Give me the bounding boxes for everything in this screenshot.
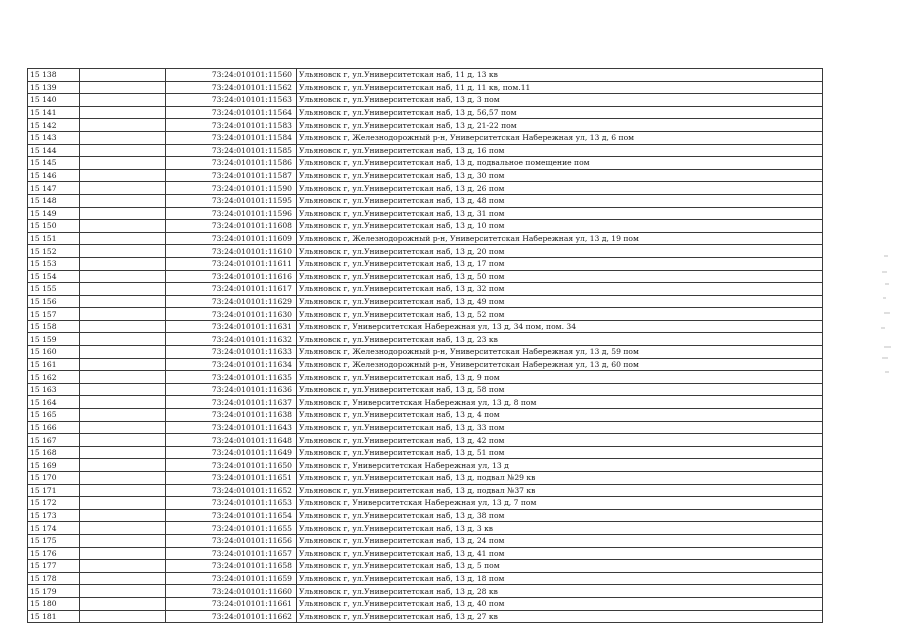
row-number-cell: 15 143 [28, 131, 80, 144]
row-number-cell: 15 173 [28, 509, 80, 522]
cadastral-number-cell: 73:24:010101:11629 [166, 295, 297, 308]
row-number-cell: 15 174 [28, 522, 80, 535]
table-row [28, 597, 823, 610]
cadastral-number-cell: 73:24:010101:11595 [166, 194, 297, 207]
empty-cell [80, 446, 166, 459]
table-row [28, 383, 823, 396]
table-row [28, 509, 823, 522]
address-cell: Ульяновск г, ул.Университетская наб, 13 д, 23 кв [297, 333, 823, 346]
row-number-cell: 15 145 [28, 157, 80, 170]
table-row [28, 560, 823, 573]
address-cell: Ульяновск г, Университетская Набережная ул, 13 д, 7 пом [297, 497, 823, 510]
cadastral-number-cell: 73:24:010101:11661 [166, 597, 297, 610]
empty-cell [80, 106, 166, 119]
row-number-cell: 15 158 [28, 320, 80, 333]
cadastral-number-cell: 73:24:010101:11656 [166, 534, 297, 547]
address-cell: Ульяновск г, ул.Университетская наб, 13 д, 31 пом [297, 207, 823, 220]
cadastral-number-cell: 73:24:010101:11660 [166, 585, 297, 598]
table-row [28, 572, 823, 585]
row-number-cell: 15 166 [28, 421, 80, 434]
empty-cell [80, 522, 166, 535]
row-number-cell: 15 142 [28, 119, 80, 132]
cadastral-number-cell: 73:24:010101:11610 [166, 245, 297, 258]
cadastral-number-cell: 73:24:010101:11653 [166, 497, 297, 510]
table-row [28, 547, 823, 560]
empty-cell [80, 383, 166, 396]
table-row [28, 283, 823, 296]
row-number-cell: 15 153 [28, 257, 80, 270]
table-row [28, 69, 823, 82]
cadastral-number-cell: 73:24:010101:11643 [166, 421, 297, 434]
empty-cell [80, 472, 166, 485]
cadastral-number-cell: 73:24:010101:11649 [166, 446, 297, 459]
empty-cell [80, 534, 166, 547]
empty-cell [80, 81, 166, 94]
empty-cell [80, 459, 166, 472]
table-row [28, 131, 823, 144]
empty-cell [80, 308, 166, 321]
cadastral-number-cell: 73:24:010101:11616 [166, 270, 297, 283]
cadastral-number-cell: 73:24:010101:11637 [166, 396, 297, 409]
row-number-cell: 15 180 [28, 597, 80, 610]
table-row [28, 157, 823, 170]
table-row [28, 522, 823, 535]
address-cell: Ульяновск г, ул.Университетская наб, 13 д, подвальное помещение пом [297, 157, 823, 170]
address-cell: Ульяновск г, ул.Университетская наб, 13 д, 40 пом [297, 597, 823, 610]
cadastral-number-cell: 73:24:010101:11617 [166, 283, 297, 296]
empty-cell [80, 257, 166, 270]
row-number-cell: 15 139 [28, 81, 80, 94]
row-number-cell: 15 148 [28, 194, 80, 207]
cadastral-number-cell: 73:24:010101:11638 [166, 409, 297, 422]
empty-cell [80, 421, 166, 434]
cadastral-number-cell: 73:24:010101:11631 [166, 320, 297, 333]
cadastral-number-cell: 73:24:010101:11633 [166, 346, 297, 359]
row-number-cell: 15 164 [28, 396, 80, 409]
table-row [28, 472, 823, 485]
cadastral-number-cell: 73:24:010101:11659 [166, 572, 297, 585]
row-number-cell: 15 160 [28, 346, 80, 359]
empty-cell [80, 497, 166, 510]
row-number-cell: 15 169 [28, 459, 80, 472]
cadastral-number-cell: 73:24:010101:11562 [166, 81, 297, 94]
row-number-cell: 15 162 [28, 371, 80, 384]
empty-cell [80, 333, 166, 346]
table-row [28, 610, 823, 623]
address-cell: Ульяновск г, ул.Университетская наб, 13 д, 3 пом [297, 94, 823, 107]
address-cell: Ульяновск г, ул.Университетская наб, 13 д, 52 пом [297, 308, 823, 321]
row-number-cell: 15 149 [28, 207, 80, 220]
row-number-cell: 15 154 [28, 270, 80, 283]
table-row [28, 459, 823, 472]
row-number-cell: 15 157 [28, 308, 80, 321]
row-number-cell: 15 156 [28, 295, 80, 308]
cadastral-number-cell: 73:24:010101:11651 [166, 472, 297, 485]
address-cell: Ульяновск г, ул.Университетская наб, 13 д, 10 пом [297, 220, 823, 233]
table-row [28, 119, 823, 132]
cadastral-number-cell: 73:24:010101:11585 [166, 144, 297, 157]
empty-cell [80, 547, 166, 560]
cadastral-number-cell: 73:24:010101:11632 [166, 333, 297, 346]
cadastral-number-cell: 73:24:010101:11560 [166, 69, 297, 82]
table-row [28, 409, 823, 422]
cadastral-number-cell: 73:24:010101:11587 [166, 169, 297, 182]
empty-cell [80, 270, 166, 283]
cadastral-number-cell: 73:24:010101:11654 [166, 509, 297, 522]
empty-cell [80, 509, 166, 522]
table-row [28, 333, 823, 346]
row-number-cell: 15 161 [28, 358, 80, 371]
row-number-cell: 15 176 [28, 547, 80, 560]
cadastral-number-cell: 73:24:010101:11584 [166, 131, 297, 144]
table-row [28, 194, 823, 207]
address-cell: Ульяновск г, ул.Университетская наб, 13 д, 27 кв [297, 610, 823, 623]
table-row [28, 421, 823, 434]
cadastral-number-cell: 73:24:010101:11658 [166, 560, 297, 573]
table-body [28, 69, 823, 623]
address-cell: Ульяновск г, ул.Университетская наб, 13 д, 5 пом [297, 560, 823, 573]
address-cell: Ульяновск г, ул.Университетская наб, 13 д, подвал №29 кв [297, 472, 823, 485]
empty-cell [80, 320, 166, 333]
address-cell: Ульяновск г, ул.Университетская наб, 13 д, 50 пом [297, 270, 823, 283]
empty-cell [80, 409, 166, 422]
empty-cell [80, 245, 166, 258]
row-number-cell: 15 159 [28, 333, 80, 346]
cadastral-number-cell: 73:24:010101:11586 [166, 157, 297, 170]
table-row [28, 257, 823, 270]
table-row [28, 371, 823, 384]
table-row [28, 245, 823, 258]
row-number-cell: 15 168 [28, 446, 80, 459]
empty-cell [80, 157, 166, 170]
row-number-cell: 15 140 [28, 94, 80, 107]
cadastral-number-cell: 73:24:010101:11650 [166, 459, 297, 472]
cadastral-number-cell: 73:24:010101:11662 [166, 610, 297, 623]
address-cell: Ульяновск г, Университетская Набережная ул, 13 д, 34 пом, пом. 34 [297, 320, 823, 333]
empty-cell [80, 346, 166, 359]
cadastral-number-cell: 73:24:010101:11564 [166, 106, 297, 119]
cadastral-number-cell: 73:24:010101:11657 [166, 547, 297, 560]
cadastral-number-cell: 73:24:010101:11636 [166, 383, 297, 396]
table-row [28, 320, 823, 333]
row-number-cell: 15 146 [28, 169, 80, 182]
cadastral-number-cell: 73:24:010101:11630 [166, 308, 297, 321]
address-cell: Ульяновск г, ул.Университетская наб, 13 д, 30 пом [297, 169, 823, 182]
cadastral-number-cell: 73:24:010101:11596 [166, 207, 297, 220]
empty-cell [80, 283, 166, 296]
address-cell: Ульяновск г, ул.Университетская наб, 13 д, 20 пом [297, 245, 823, 258]
table-row [28, 358, 823, 371]
cadastral-number-cell: 73:24:010101:11608 [166, 220, 297, 233]
cadastral-number-cell: 73:24:010101:11652 [166, 484, 297, 497]
row-number-cell: 15 163 [28, 383, 80, 396]
row-number-cell: 15 152 [28, 245, 80, 258]
empty-cell [80, 597, 166, 610]
row-number-cell: 15 178 [28, 572, 80, 585]
cadastral-number-cell: 73:24:010101:11611 [166, 257, 297, 270]
empty-cell [80, 119, 166, 132]
row-number-cell: 15 155 [28, 283, 80, 296]
cadastral-number-cell: 73:24:010101:11648 [166, 434, 297, 447]
address-cell: Ульяновск г, ул.Университетская наб, 13 д, 48 пом [297, 194, 823, 207]
table-row [28, 295, 823, 308]
table-row [28, 220, 823, 233]
address-cell: Ульяновск г, ул.Университетская наб, 13 д, 26 пом [297, 182, 823, 195]
empty-cell [80, 69, 166, 82]
table-row [28, 94, 823, 107]
row-number-cell: 15 181 [28, 610, 80, 623]
address-cell: Ульяновск г, Железнодорожный р-н, Университетская Набережная ул, 13 д, 60 пом [297, 358, 823, 371]
row-number-cell: 15 141 [28, 106, 80, 119]
table-row [28, 585, 823, 598]
row-number-cell: 15 151 [28, 232, 80, 245]
address-cell: Ульяновск г, ул.Университетская наб, 13 д, 33 пом [297, 421, 823, 434]
cadastral-number-cell: 73:24:010101:11583 [166, 119, 297, 132]
row-number-cell: 15 144 [28, 144, 80, 157]
table-row [28, 169, 823, 182]
row-number-cell: 15 179 [28, 585, 80, 598]
table-row [28, 434, 823, 447]
address-cell: Ульяновск г, ул.Университетская наб, 13 д, 51 пом [297, 446, 823, 459]
address-cell: Ульяновск г, Университетская Набережная ул, 13 д, 8 пом [297, 396, 823, 409]
cadastral-number-cell: 73:24:010101:11590 [166, 182, 297, 195]
row-number-cell: 15 170 [28, 472, 80, 485]
address-cell: Ульяновск г, ул.Университетская наб, 13 д, 38 пом [297, 509, 823, 522]
table-row [28, 346, 823, 359]
address-cell: Ульяновск г, ул.Университетская наб, 13 д, 3 кв [297, 522, 823, 535]
cadastral-number-cell: 73:24:010101:11634 [166, 358, 297, 371]
empty-cell [80, 484, 166, 497]
address-cell: Ульяновск г, Железнодорожный р-н, Университетская Набережная ул, 13 д, 59 пом [297, 346, 823, 359]
row-number-cell: 15 147 [28, 182, 80, 195]
empty-cell [80, 434, 166, 447]
table-row [28, 182, 823, 195]
table-row [28, 207, 823, 220]
address-cell: Ульяновск г, ул.Университетская наб, 13 д, 42 пом [297, 434, 823, 447]
address-cell: Ульяновск г, ул.Университетская наб, 13 д, 56,57 пом [297, 106, 823, 119]
row-number-cell: 15 177 [28, 560, 80, 573]
empty-cell [80, 560, 166, 573]
row-number-cell: 15 165 [28, 409, 80, 422]
address-cell: Ульяновск г, ул.Университетская наб, 13 д, 18 пом [297, 572, 823, 585]
empty-cell [80, 610, 166, 623]
scan-margin-marks [878, 250, 896, 380]
empty-cell [80, 144, 166, 157]
address-cell: Ульяновск г, ул.Университетская наб, 13 д, 4 пом [297, 409, 823, 422]
table-row [28, 308, 823, 321]
address-cell: Ульяновск г, ул.Университетская наб, 13 д, 16 пом [297, 144, 823, 157]
row-number-cell: 15 175 [28, 534, 80, 547]
row-number-cell: 15 138 [28, 69, 80, 82]
address-cell: Ульяновск г, ул.Университетская наб, 13 д, 32 пом [297, 283, 823, 296]
empty-cell [80, 131, 166, 144]
table-row [28, 396, 823, 409]
row-number-cell: 15 172 [28, 497, 80, 510]
empty-cell [80, 572, 166, 585]
table-row [28, 232, 823, 245]
empty-cell [80, 371, 166, 384]
address-cell: Ульяновск г, ул.Университетская наб, 13 д, 58 пом [297, 383, 823, 396]
empty-cell [80, 396, 166, 409]
row-number-cell: 15 171 [28, 484, 80, 497]
empty-cell [80, 182, 166, 195]
cadastral-number-cell: 73:24:010101:11563 [166, 94, 297, 107]
address-cell: Ульяновск г, ул.Университетская наб, 13 д, 9 пом [297, 371, 823, 384]
table-row [28, 106, 823, 119]
address-cell: Ульяновск г, Железнодорожный р-н, Университетская Набережная ул, 13 д, 19 пом [297, 232, 823, 245]
row-number-cell: 15 150 [28, 220, 80, 233]
address-cell: Ульяновск г, ул.Университетская наб, 13 д, 17 пом [297, 257, 823, 270]
empty-cell [80, 295, 166, 308]
address-cell: Ульяновск г, ул.Университетская наб, 11 д, 13 кв [297, 69, 823, 82]
empty-cell [80, 207, 166, 220]
address-cell: Ульяновск г, ул.Университетская наб, 13 д, 49 пом [297, 295, 823, 308]
empty-cell [80, 220, 166, 233]
empty-cell [80, 194, 166, 207]
cadastral-number-cell: 73:24:010101:11655 [166, 522, 297, 535]
cadastral-number-cell: 73:24:010101:11609 [166, 232, 297, 245]
address-cell: Ульяновск г, ул.Университетская наб, 11 д, 11 кв, пом.11 [297, 81, 823, 94]
address-cell: Ульяновск г, Университетская Набережная ул, 13 д [297, 459, 823, 472]
table-row [28, 446, 823, 459]
empty-cell [80, 358, 166, 371]
address-cell: Ульяновск г, ул.Университетская наб, 13 д, 24 пом [297, 534, 823, 547]
table-row [28, 144, 823, 157]
address-cell: Ульяновск г, Железнодорожный р-н, Университетская Набережная ул, 13 д, 6 пом [297, 131, 823, 144]
table-row [28, 497, 823, 510]
empty-cell [80, 232, 166, 245]
address-cell: Ульяновск г, ул.Университетская наб, 13 д, подвал №37 кв [297, 484, 823, 497]
cadastral-table [27, 68, 823, 623]
cadastral-number-cell: 73:24:010101:11635 [166, 371, 297, 384]
row-number-cell: 15 167 [28, 434, 80, 447]
table-row [28, 534, 823, 547]
address-cell: Ульяновск г, ул.Университетская наб, 13 д, 41 пом [297, 547, 823, 560]
address-cell: Ульяновск г, ул.Университетская наб, 13 д, 28 кв [297, 585, 823, 598]
table-row [28, 81, 823, 94]
table-row [28, 270, 823, 283]
empty-cell [80, 94, 166, 107]
empty-cell [80, 169, 166, 182]
table-row [28, 484, 823, 497]
empty-cell [80, 585, 166, 598]
address-cell: Ульяновск г, ул.Университетская наб, 13 д, 21-22 пом [297, 119, 823, 132]
